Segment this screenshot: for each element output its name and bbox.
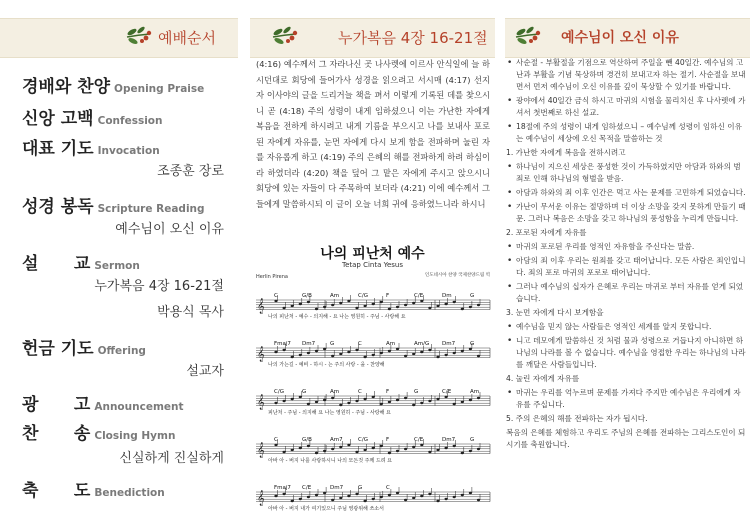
lyric-line: 나의 피난처 - 예수 - 의지해 - 요 나는 영원히 - 주님 - 사랑해 요 bbox=[268, 314, 406, 320]
note-head bbox=[323, 306, 326, 308]
note-head bbox=[299, 303, 302, 305]
chord-label: Am bbox=[330, 389, 340, 395]
note-head bbox=[291, 398, 294, 400]
note-head bbox=[396, 306, 399, 308]
staff-row bbox=[256, 485, 490, 512]
order-item-en: Scripture Reading bbox=[97, 203, 205, 215]
note-head bbox=[347, 444, 350, 446]
note-head bbox=[477, 499, 480, 501]
order-item-en: Offering bbox=[97, 345, 146, 357]
staff-row bbox=[256, 293, 490, 320]
note-head bbox=[307, 352, 310, 354]
order-item-en: Sermon bbox=[94, 260, 140, 272]
sermon-notes-panel bbox=[505, 0, 750, 530]
note-head bbox=[372, 354, 375, 356]
chord-label: Am7 bbox=[330, 437, 343, 443]
note-head bbox=[388, 308, 391, 310]
sermon-bullet: • 예수님을 믿지 않는 사람들은 영적인 세계를 알지 못합니다. bbox=[505, 321, 748, 333]
note-head bbox=[291, 500, 294, 502]
note-head bbox=[380, 445, 383, 447]
order-of-worship-panel bbox=[0, 0, 238, 530]
lyric-line: 아바 아 - 버지 나를 사랑하시니 나의 모든것 주께 드려 요 bbox=[268, 458, 392, 464]
note-head bbox=[420, 300, 423, 302]
note-head bbox=[461, 401, 464, 403]
chord-label: G/B bbox=[302, 293, 312, 299]
order-item-detail: 조종훈 장로 bbox=[157, 164, 224, 179]
chord-label: G bbox=[470, 293, 475, 299]
chord-label: G bbox=[414, 389, 419, 395]
note-head bbox=[453, 352, 456, 354]
chord-label: C/E bbox=[414, 437, 424, 443]
note-head bbox=[428, 349, 431, 351]
sermon-header-title: 예수님이 오신 이유 bbox=[561, 30, 679, 46]
note-head bbox=[331, 499, 334, 501]
order-item-ko: 경배와 찬양 bbox=[22, 77, 111, 97]
note-head bbox=[388, 452, 391, 454]
chord-label: C bbox=[386, 485, 390, 491]
note-head bbox=[274, 495, 277, 497]
note-head bbox=[420, 495, 423, 497]
note-head bbox=[355, 307, 358, 309]
note-head bbox=[445, 303, 448, 305]
note-head bbox=[436, 305, 439, 307]
note-head bbox=[469, 450, 472, 452]
scripture-panel bbox=[250, 0, 495, 530]
note-head bbox=[436, 500, 439, 502]
note-head bbox=[323, 399, 326, 401]
note-head bbox=[420, 351, 423, 353]
sermon-bullet: • 그러나 예수님의 십자가 은혜로 우리는 마귀로 부터 자유를 얻게 되었습니다. bbox=[505, 281, 748, 305]
sermon-bullet: • 마귀는 우리를 억누르며 문제를 가져다 주지만 예수님은 우리에게 자유를 주십니다. bbox=[505, 387, 748, 411]
lyric-line: 아바 아 - 버지 내가 여기있으니 주님 영광위해 쓰소서 bbox=[268, 506, 384, 512]
note-head bbox=[372, 303, 375, 305]
note-head bbox=[380, 403, 383, 405]
note-head bbox=[404, 304, 407, 306]
note-head bbox=[283, 493, 286, 495]
note-head bbox=[364, 398, 367, 400]
sermon-notes bbox=[505, 57, 748, 453]
note-head bbox=[331, 448, 334, 450]
sermon-bullet: • 가난이 무서운 이유는 절망하며 더 이상 소망을 갖지 못하게 만들기 때문. 그러나 복음은 소망을 갖고 하나님의 풍성함을 누리게 만듭니다. bbox=[505, 201, 748, 225]
note-head bbox=[307, 496, 310, 498]
note-head bbox=[315, 308, 318, 310]
sermon-point-heading: 1. 가난한 자에게 복음을 전하시려고 bbox=[506, 148, 626, 157]
hymn-title: 나의 피난처 예수 bbox=[320, 246, 425, 262]
note-head bbox=[380, 301, 383, 303]
sermon-point-heading: 2. 포로된 자에게 자유를 bbox=[506, 228, 587, 237]
note-head bbox=[364, 449, 367, 451]
note-head bbox=[412, 353, 415, 355]
order-item-en: Benediction bbox=[94, 487, 165, 499]
note-head bbox=[274, 444, 277, 446]
note-head bbox=[477, 448, 480, 450]
note-head bbox=[428, 493, 431, 495]
note-head bbox=[339, 302, 342, 304]
chord-label: G/B bbox=[302, 437, 312, 443]
treble-clef-icon: 𝄞 bbox=[257, 443, 265, 458]
note-head bbox=[299, 447, 302, 449]
note-head bbox=[291, 305, 294, 307]
note-head bbox=[477, 304, 480, 306]
chord-label: C/G bbox=[274, 389, 284, 395]
chord-label: F bbox=[386, 293, 390, 299]
sermon-point-heading: 3. 눈먼 자에게 다시 보게함을 bbox=[506, 308, 604, 317]
staff-row bbox=[256, 437, 490, 464]
note-head bbox=[315, 494, 318, 496]
chord-label: Dm7 bbox=[442, 437, 456, 443]
chord-label: C/E bbox=[302, 485, 312, 491]
note-head bbox=[372, 498, 375, 500]
sermon-bullet: • 아담의 죄 이후 우리는 원죄를 갖고 태어납니다. 모든 사람은 죄인입니다. 죄의 포로 마귀의 포로로 태어납니다. bbox=[505, 255, 748, 279]
note-head bbox=[453, 403, 456, 405]
note-head bbox=[274, 402, 277, 404]
sermon-conclusion: 복음의 은혜를 체험하고 우리도 주님의 은혜를 전파하는 그리스도인이 되시기를 축원합니다. bbox=[506, 428, 746, 449]
note-head bbox=[274, 300, 277, 302]
note-head bbox=[283, 451, 286, 453]
order-item-invocation bbox=[22, 134, 160, 159]
note-head bbox=[453, 445, 456, 447]
note-head bbox=[461, 452, 464, 454]
note-head bbox=[339, 446, 342, 448]
sermon-bullet: • 니고 데모에게 말씀하신 것 처럼 물과 성령으로 거듭나지 아니하면 하나님의 나라를 볼 수 없습니다. 예수님을 영접한 우리는 하나님의 나라를 깨달은 사람들입니다. bbox=[505, 335, 748, 371]
note-head bbox=[315, 452, 318, 454]
note-head bbox=[372, 396, 375, 398]
note-head bbox=[339, 404, 342, 406]
note-head bbox=[461, 494, 464, 496]
order-item-sermon bbox=[22, 249, 140, 274]
chord-label: F bbox=[386, 437, 390, 443]
order-item-scripture-reading bbox=[22, 192, 205, 217]
note-head bbox=[428, 307, 431, 309]
note-head bbox=[299, 396, 302, 398]
note-head bbox=[331, 304, 334, 306]
note-head bbox=[283, 400, 286, 402]
order-item-detail: 설교자 bbox=[186, 364, 224, 379]
note-head bbox=[412, 446, 415, 448]
chord-label: F bbox=[386, 389, 390, 395]
note-head bbox=[404, 397, 407, 399]
scripture-header-bar bbox=[250, 18, 495, 58]
note-head bbox=[364, 500, 367, 502]
chord-label: Dm7 bbox=[302, 341, 316, 347]
note-head bbox=[436, 398, 439, 400]
note-head bbox=[380, 496, 383, 498]
note-head bbox=[396, 492, 399, 494]
note-head bbox=[445, 447, 448, 449]
note-head bbox=[453, 301, 456, 303]
lyric-line: 나의 가는길 - 예비 - 하시 - 는 주의 사랑 - 을 - 찬양해 bbox=[268, 362, 385, 368]
order-item-detail: 예수님이 오신 이유 bbox=[115, 222, 224, 237]
chord-label: Dm bbox=[442, 293, 452, 299]
order-item-ko: 성경 봉독 bbox=[22, 197, 94, 217]
order-item-en: Confession bbox=[97, 115, 163, 127]
chord-label: G bbox=[302, 389, 307, 395]
note-head bbox=[396, 399, 399, 401]
chord-label: C bbox=[274, 293, 278, 299]
chord-label: Fmaj7 bbox=[274, 341, 291, 347]
note-head bbox=[461, 308, 464, 310]
staff-rows bbox=[256, 293, 490, 512]
chord-label: Am bbox=[386, 341, 396, 347]
order-item-en: Invocation bbox=[97, 145, 160, 157]
order-item-confession bbox=[22, 104, 163, 129]
sermon-bullet: • 사순절 - 부활절을 기점으로 역산하여 주일을 뺀 40일간. 예수님의 고난과 부활을 기념 묵상하며 경건히 보내고자 하는 절기. 사순절을 보내면서 먼저 예수님이 오신 이유를 깊이 묵상할 수 있기를 바랍니다. bbox=[505, 57, 748, 93]
chord-label: C bbox=[358, 389, 362, 395]
order-item-en: Closing Hymn bbox=[94, 430, 176, 442]
hymn-subtitle: Tetap Cinta Yesus bbox=[341, 261, 403, 269]
treble-clef-icon: 𝄞 bbox=[257, 395, 265, 410]
chord-label: Dm7 bbox=[442, 341, 456, 347]
note-head bbox=[436, 449, 439, 451]
note-head bbox=[396, 450, 399, 452]
note-head bbox=[445, 354, 448, 356]
note-head bbox=[469, 492, 472, 494]
chord-label: C bbox=[358, 341, 362, 347]
note-head bbox=[396, 348, 399, 350]
order-item-ko: 찬 송 bbox=[22, 424, 91, 444]
note-head bbox=[388, 401, 391, 403]
scripture-header-title: 누가복음 4장 16-21절 bbox=[338, 29, 488, 47]
order-item-ko: 헌금 기도 bbox=[22, 339, 94, 359]
note-head bbox=[347, 495, 350, 497]
note-head bbox=[477, 397, 480, 399]
olive-branch-with-berries-icon bbox=[124, 24, 152, 48]
note-head bbox=[283, 349, 286, 351]
sermon-bullet: • 광야에서 40일간 금식 하시고 마귀의 시험을 물리치신 후 나사렛에 가셔서 첫번째로 하신 설교. bbox=[505, 95, 748, 119]
note-head bbox=[323, 348, 326, 350]
note-head bbox=[339, 497, 342, 499]
note-head bbox=[347, 351, 350, 353]
chord-label: C/G bbox=[358, 293, 368, 299]
sermon-bullet: • 18절에 주의 성령이 내게 임하셨으니 – 예수님께 성령이 임하신 이유는 예수님이 세상에 오신 목적을 말씀하는 것 bbox=[505, 121, 748, 145]
note-head bbox=[404, 448, 407, 450]
scripture-text: (4:16) 예수께서 그 자라나신 곳 나사렛에 이르사 안식일에 늘 하시던대로 회당에 들어가사 성경을 읽으려고 서시매 (4:17) 선지자 이사야의 글을 드리거늘 책을 펴서 이렇게 기록된 데를 찾으시니 곧 (4:18) 주의 성령이 내게 임하셨으니 이는 가난한 자에게 복음을 전하게 하시려고 내게 기름을 부으시고 나를 보내사 포로된 자에게 자유를, 눈먼 자에게 다시 보게 함을 전파하며 눌린 자를 자유롭게 하고 (4:19) 주의 은혜의 해를 전파하게 하려 하심이라 하였더라 (4:20) 책을 덮어 그 맡은 자에게 주시고 앉으시니 회당에 있는 자들이 다 주목하여 보더라 (4:21) 이에 예수께서 그들에게 말씀하시되 이 글이 오늘 너희 귀에 응하였느니라 하시니 bbox=[256, 59, 490, 209]
order-item-offering bbox=[22, 334, 146, 359]
chord-label: Fmaj7 bbox=[274, 485, 291, 491]
sermon-point-heading: 5. 주의 은혜의 해를 전파하는 자가 됩시다. bbox=[506, 414, 648, 423]
note-head bbox=[347, 300, 350, 302]
hymn-credit: 인도네시아 찬양 국제찬양드림 역 bbox=[424, 273, 490, 278]
order-item-opening-praise bbox=[22, 72, 205, 97]
treble-clef-icon: 𝄞 bbox=[257, 299, 265, 314]
order-header-bar bbox=[0, 18, 238, 58]
chord-label: C bbox=[274, 437, 278, 443]
note-head bbox=[315, 350, 318, 352]
order-item-ko: 대표 기도 bbox=[22, 139, 94, 159]
chord-label: Am bbox=[470, 389, 480, 395]
note-head bbox=[436, 356, 439, 358]
chord-label: G bbox=[470, 437, 475, 443]
note-head bbox=[428, 451, 431, 453]
chord-label: G bbox=[330, 341, 335, 347]
staff-row bbox=[256, 389, 490, 416]
order-item-en: Announcement bbox=[94, 401, 184, 413]
note-head bbox=[380, 352, 383, 354]
note-head bbox=[428, 400, 431, 402]
treble-clef-icon: 𝄞 bbox=[257, 491, 265, 506]
note-head bbox=[445, 498, 448, 500]
note-head bbox=[315, 401, 318, 403]
note-head bbox=[420, 402, 423, 404]
order-item-ko: 설 교 bbox=[22, 254, 91, 274]
note-head bbox=[420, 444, 423, 446]
lyric-line: 피난처 - 주님 - 의지해 요 나는 영원히 - 주님 - 사랑해 요 bbox=[268, 410, 391, 416]
chord-label: G bbox=[470, 341, 475, 347]
note-head bbox=[323, 492, 326, 494]
order-item-benediction bbox=[22, 476, 165, 501]
staff-row bbox=[256, 341, 490, 368]
hymn-composer: Herlin Pirena bbox=[256, 274, 288, 280]
note-head bbox=[283, 307, 286, 309]
sermon-header-bar bbox=[505, 18, 750, 58]
note-head bbox=[331, 397, 334, 399]
note-head bbox=[364, 305, 367, 307]
order-item-closing-hymn bbox=[22, 419, 176, 444]
order-header-title: 예배순서 bbox=[158, 29, 216, 47]
note-head bbox=[412, 404, 415, 406]
note-head bbox=[355, 349, 358, 351]
note-head bbox=[388, 350, 391, 352]
order-item-detail-2: 박용식 목사 bbox=[157, 305, 224, 320]
olive-branch-with-berries-icon bbox=[270, 24, 298, 48]
note-head bbox=[404, 355, 407, 357]
note-head bbox=[372, 447, 375, 449]
note-head bbox=[477, 355, 480, 357]
note-head bbox=[388, 494, 391, 496]
note-head bbox=[469, 348, 472, 350]
chord-label: Dm7 bbox=[330, 485, 344, 491]
note-head bbox=[299, 498, 302, 500]
chord-label: Am bbox=[330, 293, 340, 299]
chord-label: Am/G bbox=[414, 341, 430, 347]
note-head bbox=[274, 351, 277, 353]
order-item-ko: 신앙 고백 bbox=[22, 109, 94, 129]
order-item-ko: 축 도 bbox=[22, 481, 91, 501]
note-head bbox=[355, 400, 358, 402]
hymn-sheet-music bbox=[254, 270, 492, 528]
note-head bbox=[355, 493, 358, 495]
order-item-announcement bbox=[22, 390, 184, 415]
order-item-ko: 광 고 bbox=[22, 395, 91, 415]
chord-label: G bbox=[358, 485, 363, 491]
order-item-detail: 누가복음 4장 16-21절 bbox=[94, 279, 224, 294]
sermon-point-heading: 4. 눌린 자에게 자유를 bbox=[506, 374, 580, 383]
note-head bbox=[355, 451, 358, 453]
treble-clef-icon: 𝄞 bbox=[257, 347, 265, 362]
order-item-detail: 신실하게 진실하게 bbox=[119, 451, 224, 466]
sermon-bullet: • 마귀의 포로된 우리를 영적인 자유함을 주신다는 말씀. bbox=[505, 241, 748, 253]
note-head bbox=[291, 356, 294, 358]
sermon-bullet: • 아담과 하와의 죄 이후 인간은 먹고 사는 문제를 고민하게 되었습니다. bbox=[505, 187, 748, 199]
note-head bbox=[323, 450, 326, 452]
olive-branch-with-berries-icon bbox=[513, 24, 541, 48]
note-head bbox=[364, 356, 367, 358]
note-head bbox=[331, 355, 334, 357]
note-head bbox=[469, 399, 472, 401]
order-item-en: Opening Praise bbox=[114, 83, 205, 95]
note-head bbox=[307, 301, 310, 303]
note-head bbox=[404, 499, 407, 501]
note-head bbox=[307, 403, 310, 405]
note-head bbox=[412, 302, 415, 304]
chord-label: C/E bbox=[442, 389, 452, 395]
note-head bbox=[412, 497, 415, 499]
note-head bbox=[307, 445, 310, 447]
note-head bbox=[453, 496, 456, 498]
note-head bbox=[291, 449, 294, 451]
chord-label: C/E bbox=[414, 293, 424, 299]
sermon-bullet: • 하나님이 지으신 세상은 풍성한 것이 가득하였지만 아담과 하와의 범죄로 인해 하나님의 형벌을 받음. bbox=[505, 161, 748, 185]
note-head bbox=[461, 350, 464, 352]
note-head bbox=[347, 402, 350, 404]
note-head bbox=[299, 354, 302, 356]
note-head bbox=[469, 306, 472, 308]
chord-label: C/G bbox=[358, 437, 368, 443]
note-head bbox=[339, 353, 342, 355]
note-head bbox=[445, 396, 448, 398]
